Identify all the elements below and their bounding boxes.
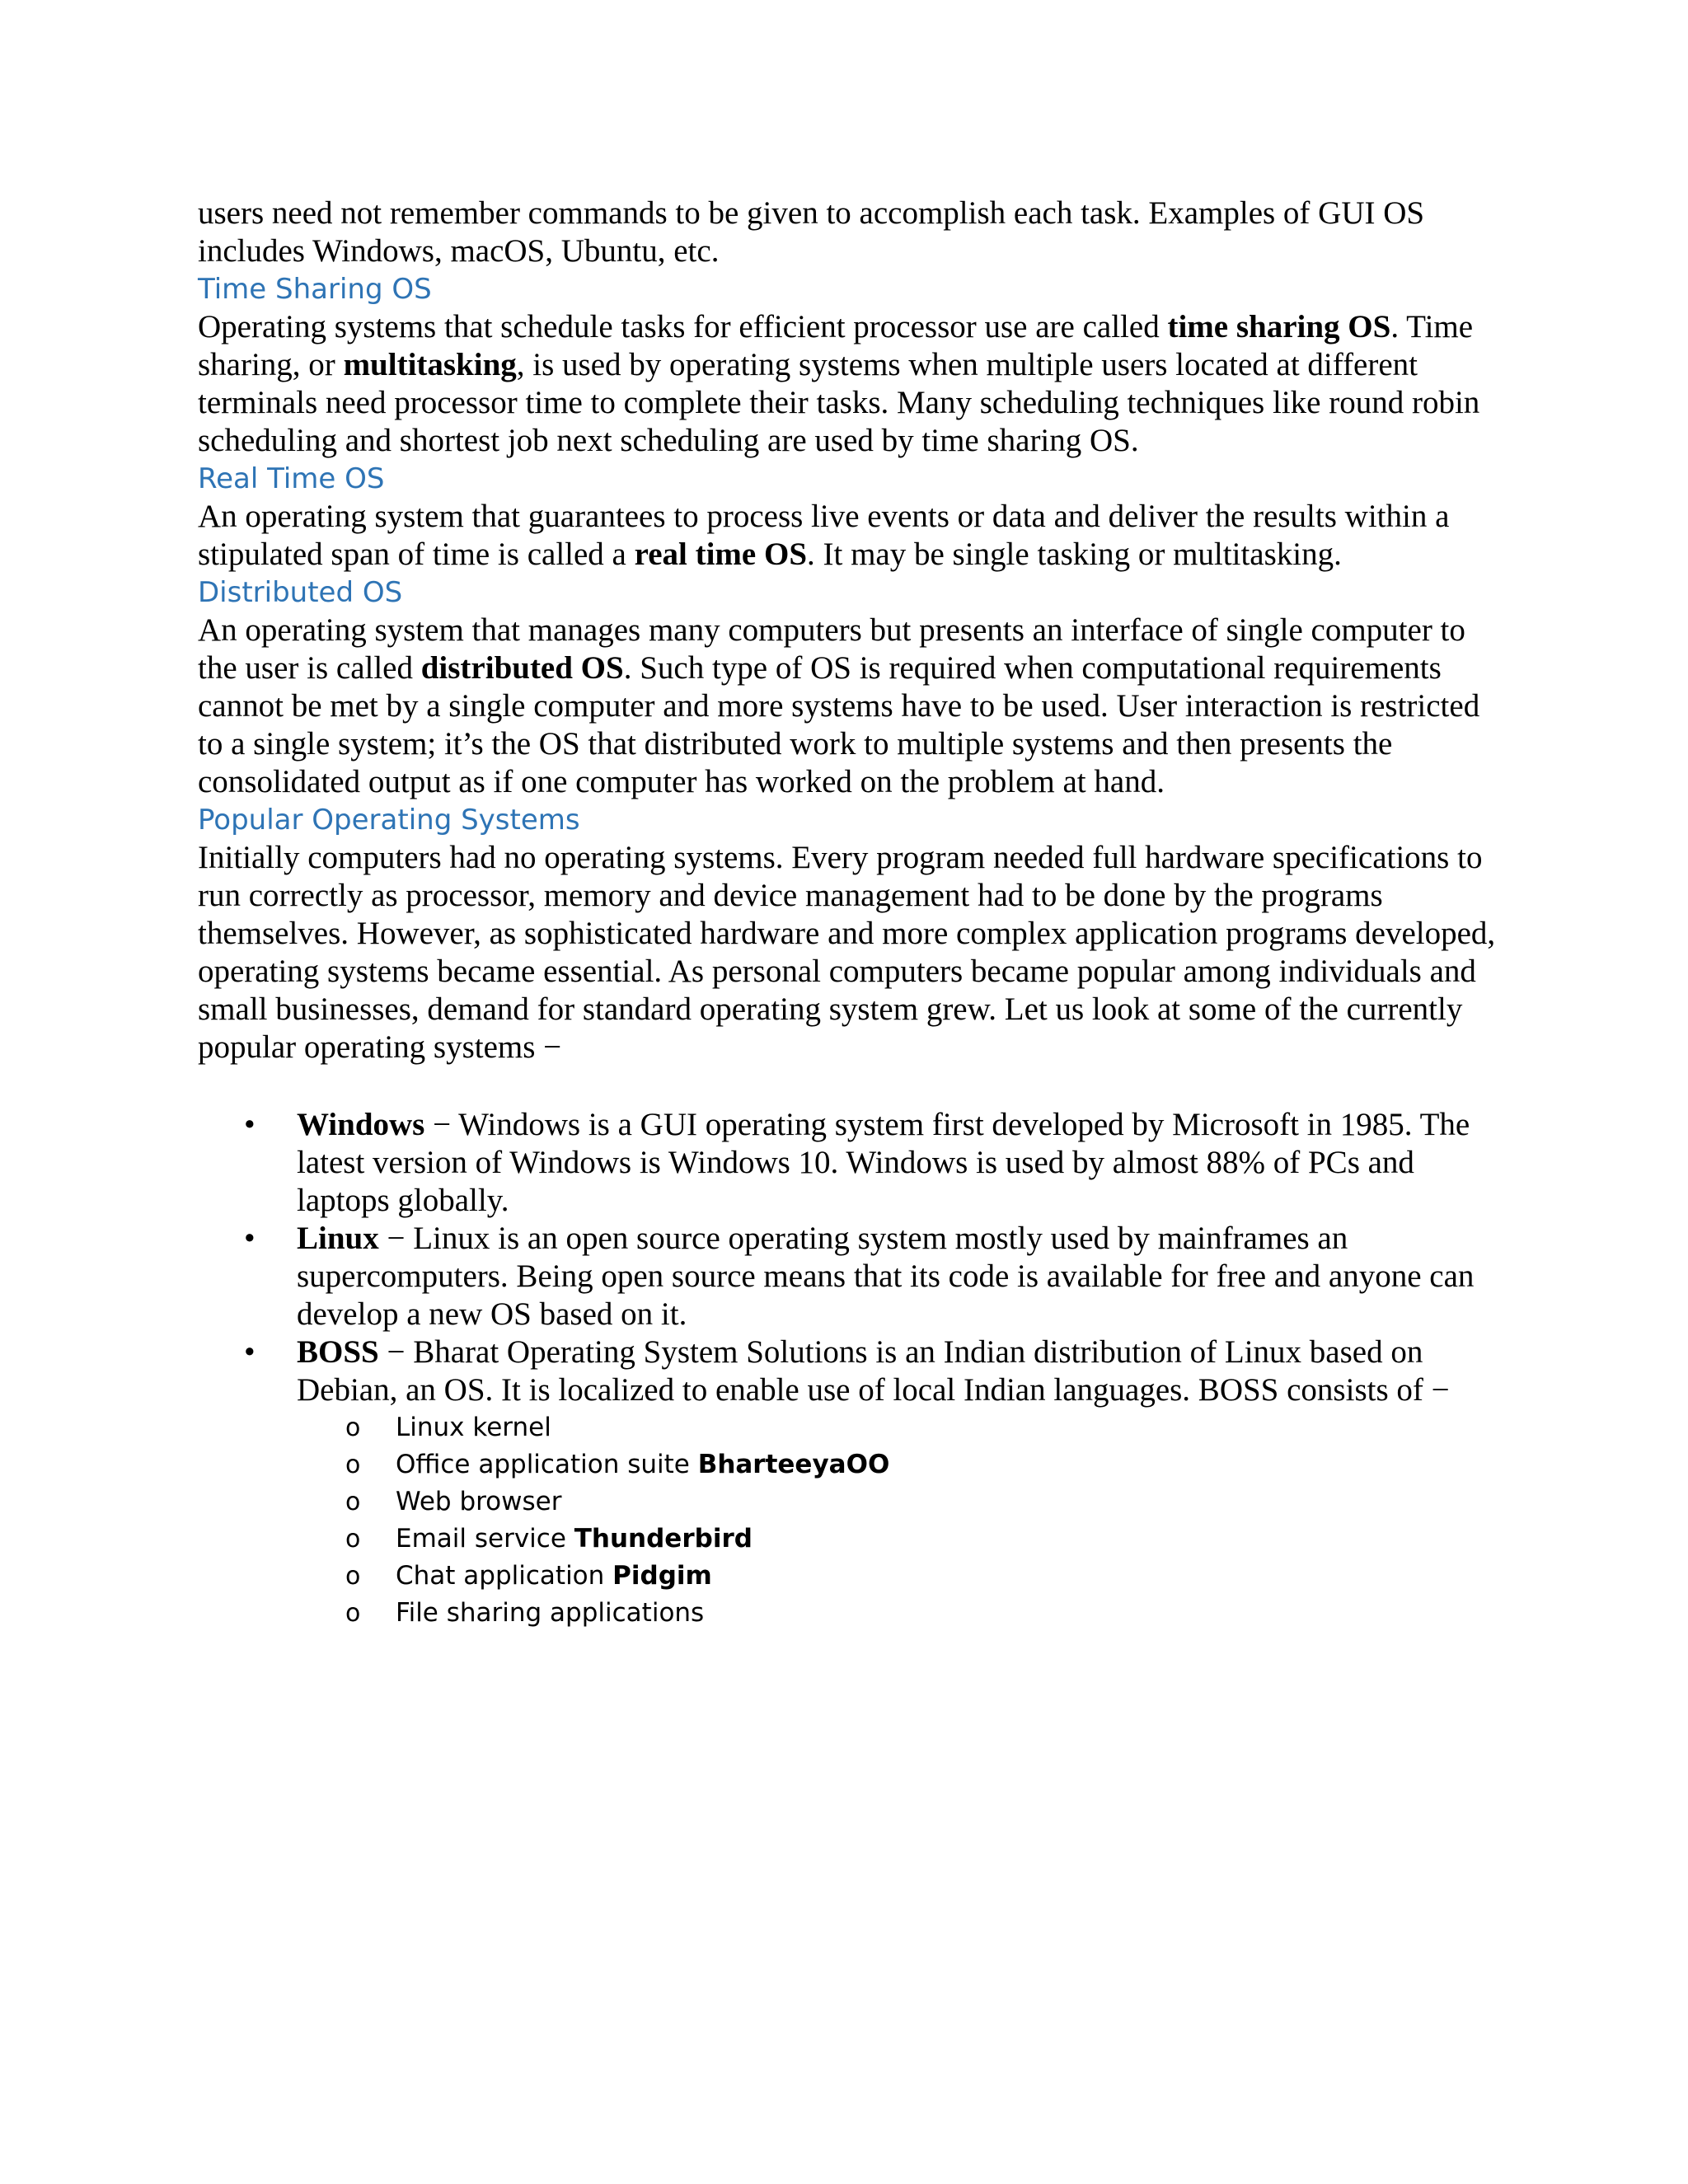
text-run: An operating system that guarantees to process live events or data and deliver the results within a stipulated span of time is called a xyxy=(198,499,1450,572)
text-run: . Time sharing, or xyxy=(198,309,1474,382)
heading-real-time-os: Real Time OS xyxy=(198,462,385,495)
time-sharing-paragraph xyxy=(198,308,1500,460)
distributed-paragraph xyxy=(198,612,1500,801)
os-description: − Windows is a GUI operating system first developed by Microsoft in 1985. The latest version of Windows is Windows 10. Windows is used by almost 88% of PCs and laptops globally. xyxy=(297,1107,1470,1218)
text-run: An operating system that manages many computers but presents an interface of single computer to the user is called xyxy=(198,612,1465,686)
circle-bullet-icon: o xyxy=(345,1451,361,1479)
component-text: File sharing applications xyxy=(396,1598,705,1628)
sub-list-item xyxy=(198,1558,1500,1595)
popular-intro-paragraph: Initially computers had no operating systems. Every program needed full hardware specifications to run correctly as processor, memory and device management had to be done by the programs themselves. However, as sophisticated hardware and more complex application programs developed, operating systems became essential. As personal computers became popular among individuals and small businesses, demand for standard operating system grew. Let us look at some of the currently popular operating systems − xyxy=(198,840,1496,1065)
heading-time-sharing-os: Time Sharing OS xyxy=(198,273,432,306)
component-text: Chat application xyxy=(396,1561,613,1591)
text-run: , is used by operating systems when multiple users located at different terminals need processor time to complete their tasks. Many scheduling techniques like round robin scheduling and shortest job next scheduling are used by time sharing OS. xyxy=(198,347,1480,458)
os-name: Linux xyxy=(297,1221,379,1256)
text-run: . It may be single tasking or multitasking. xyxy=(807,537,1342,572)
real-time-paragraph xyxy=(198,498,1500,574)
component-bold: BharteeyaOO xyxy=(697,1450,890,1479)
os-list xyxy=(198,1106,1500,1632)
circle-bullet-icon: o xyxy=(345,1488,361,1516)
os-name: BOSS xyxy=(297,1334,379,1370)
bullet-icon: • xyxy=(244,1334,256,1370)
bold-term-multitasking: multitasking xyxy=(343,347,517,382)
sub-list-item xyxy=(198,1483,1500,1521)
bullet-icon: • xyxy=(244,1221,256,1256)
bold-term-real-time: real time OS xyxy=(634,537,808,572)
sub-list-item xyxy=(198,1521,1500,1558)
intro-paragraph: users need not remember commands to be given to accomplish each task. Examples of GUI OS includes Windows, macOS, Ubuntu, etc. xyxy=(198,195,1425,269)
sub-list-item xyxy=(198,1595,1500,1632)
circle-bullet-icon: o xyxy=(345,1413,361,1442)
component-bold: Thunderbird xyxy=(574,1524,753,1554)
document-page xyxy=(198,194,1500,1632)
bullet-icon: • xyxy=(244,1107,256,1142)
heading-distributed-os: Distributed OS xyxy=(198,576,403,609)
circle-bullet-icon: o xyxy=(345,1525,361,1554)
os-description: − Bharat Operating System Solutions is an Indian distribution of Linux based on Debian, an OS. It is localized to enable use of local Indian languages. BOSS consists of − xyxy=(297,1334,1450,1408)
component-text: Web browser xyxy=(396,1487,562,1516)
bold-term-distributed: distributed OS xyxy=(420,650,624,686)
os-description: − Linux is an open source operating system mostly used by mainframes an supercomputers. Being open source means that its code is available for free and anyone can develop a new OS based on it. xyxy=(297,1221,1475,1332)
component-text: Linux kernel xyxy=(396,1413,551,1442)
sub-list-item xyxy=(198,1446,1500,1483)
list-item-linux xyxy=(198,1220,1500,1333)
text-run: Operating systems that schedule tasks for efficient processor use are called xyxy=(198,309,1168,344)
heading-popular-operating-systems: Popular Operating Systems xyxy=(198,804,580,837)
bold-term-time-sharing: time sharing OS xyxy=(1167,309,1391,344)
circle-bullet-icon: o xyxy=(345,1562,361,1591)
os-name: Windows xyxy=(297,1107,425,1142)
boss-components-list xyxy=(297,1409,1500,1632)
component-text: Office application suite xyxy=(396,1450,698,1479)
component-text: Email service xyxy=(396,1524,574,1554)
list-item-boss xyxy=(198,1333,1500,1632)
sub-list-item xyxy=(198,1409,1500,1446)
text-run: . Such type of OS is required when computational requirements cannot be met by a single computer and more systems have to be used. User interaction is restricted to a single system; it’s the OS that distributed work to multiple systems and then presents the consolidated output as if one computer has worked on the problem at hand. xyxy=(198,650,1480,799)
circle-bullet-icon: o xyxy=(345,1599,361,1628)
list-item-windows xyxy=(198,1106,1500,1220)
component-bold: Pidgim xyxy=(612,1561,712,1591)
